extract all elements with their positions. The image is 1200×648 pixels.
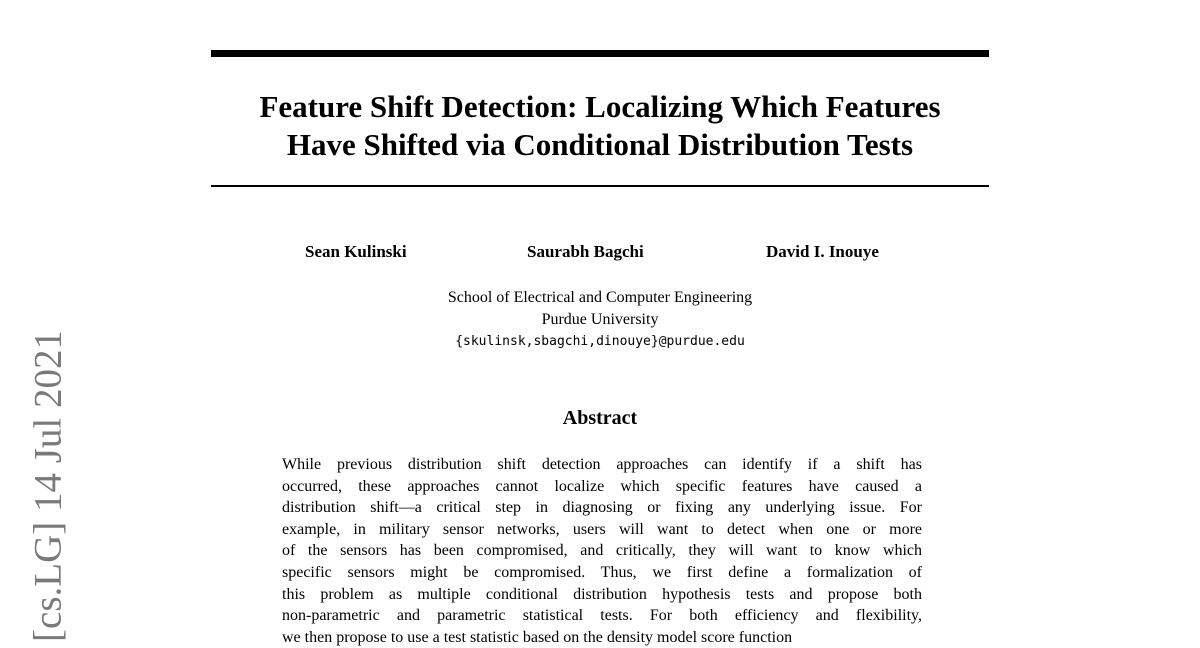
abstract-line: distribution shift—a critical step in diagnosing or fixing any underlying issue. For <box>282 499 922 517</box>
author-name: Saurabh Bagchi <box>527 242 644 261</box>
author-name: David I. Inouye <box>766 242 879 261</box>
title-bottom-rule <box>211 185 989 187</box>
email-address: {skulinsk,sbagchi,dinouye}@purdue.edu <box>455 334 745 349</box>
abstract-line: While previous distribution shift detection approaches can identify if a shift has <box>282 456 922 473</box>
paper-title <box>211 88 989 164</box>
author-name: Sean Kulinski <box>305 242 407 261</box>
abstract-line: occurred, these approaches cannot localize which specific features have caused a <box>282 477 922 495</box>
affiliation-block <box>300 287 900 353</box>
abstract-line: of the sensors has been compromised, and critically, they will want to know which <box>282 542 922 560</box>
abstract-line: specific sensors might be compromised. Thus, we first define a formalization of <box>282 563 922 581</box>
abstract-line: example, in military sensor networks, users will want to detect when one or more <box>282 520 922 538</box>
department: School of Electrical and Computer Engineering <box>447 289 753 306</box>
arxiv-stamp: [cs.LG] 14 Jul 2021 <box>26 330 70 642</box>
abstract-line: we then propose to use a test statistic based on the density model score function <box>282 628 793 646</box>
abstract-body <box>282 454 922 648</box>
abstract-line: this problem as multiple conditional distribution hypothesis tests and propose both <box>282 585 922 603</box>
abstract-heading: Abstract <box>562 407 638 429</box>
title-line: Feature Shift Detection: Localizing Which Features <box>259 89 941 124</box>
author-list <box>0 242 1200 264</box>
title-top-rule <box>211 50 989 57</box>
abstract-line: non-parametric and parametric statistical tests. For both efficiency and flexibility, <box>282 607 922 625</box>
university: Purdue University <box>541 311 659 328</box>
title-line: Have Shifted via Conditional Distribution Tests <box>286 127 914 162</box>
